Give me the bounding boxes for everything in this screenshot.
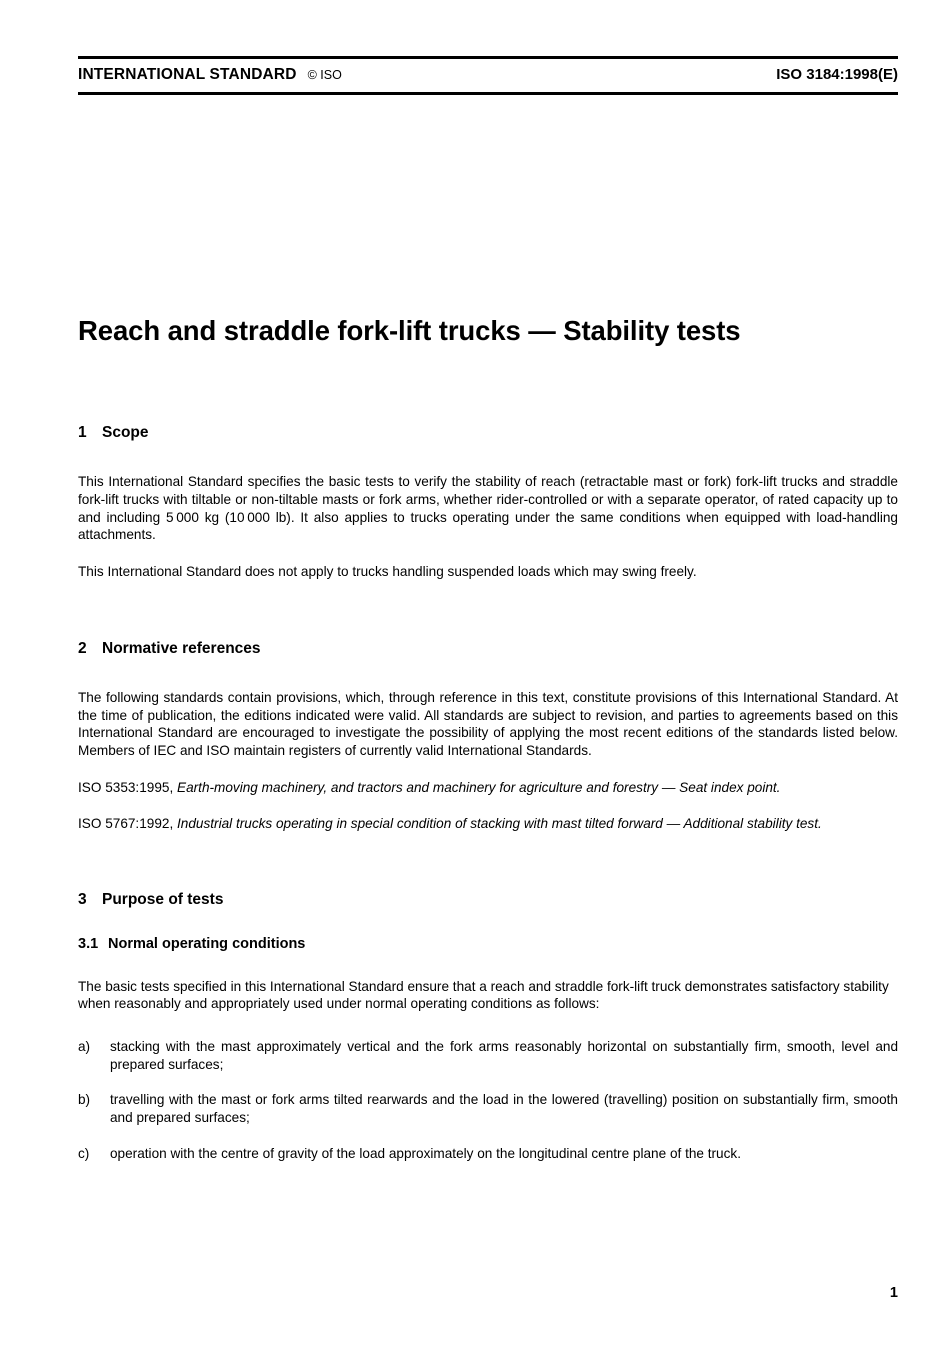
normal-operating-conditions-list	[78, 1038, 898, 1162]
list-item	[78, 1038, 898, 1073]
spacer	[78, 796, 898, 815]
spacer	[78, 658, 898, 689]
list-item-marker: c)	[78, 1145, 90, 1161]
subclause-paragraph-1: The basic tests specified in this International Standard ensure that a reach and straddle fork-lift truck demonstrates satisfactory stability when reasonably and appropriately used under normal operating conditions as follows:	[78, 978, 889, 1012]
clause-number-normative-references: 2	[78, 639, 87, 657]
spacer	[78, 760, 898, 779]
spacer	[78, 581, 898, 621]
normative-reference-entry-1	[78, 779, 898, 797]
header-standard-label: INTERNATIONAL STANDARD	[78, 66, 297, 83]
spacer	[78, 833, 898, 873]
header-row	[78, 59, 898, 92]
spacer	[78, 910, 898, 935]
clause-title-scope: Scope	[102, 424, 149, 441]
clause-title-purpose-of-tests: Purpose of tests	[102, 891, 224, 909]
header-rule-bottom	[78, 92, 898, 95]
page-number: 1	[889, 1285, 898, 1301]
spacer	[78, 1013, 898, 1038]
list-item-text: operation with the centre of gravity of the load approximately on the longitudinal centre plane of the truck.	[110, 1145, 741, 1161]
subclause-heading-normal-operating-conditions	[78, 935, 898, 953]
clause-heading-purpose-of-tests	[78, 890, 898, 909]
header-copyright: © ISO	[307, 68, 342, 82]
clause-number-scope: 1	[78, 424, 87, 441]
spacer	[78, 873, 898, 890]
subclause-number: 3.1	[78, 935, 99, 952]
spacer	[78, 544, 898, 563]
reference-designation-2: ISO 5767:1992,	[78, 816, 174, 832]
list-item-text: travelling with the mast or fork arms tilted rearwards and the load in the lowered (travelling) position on substantially firm, smooth and prepared surfaces;	[110, 1092, 898, 1125]
document-title: Reach and straddle fork-lift trucks — Stability tests	[78, 315, 741, 347]
clause-heading-scope	[78, 423, 898, 442]
spacer	[78, 442, 898, 473]
normative-references-paragraph-1: The following standards contain provisions, which, through reference in this text, constitute provisions of this International Standard. At the time of publication, the editions indicated were valid. All standards are subject to revision, and parties to agreements based on this International Standard are encouraged to investigate the possibility of applying the most recent editions of the standards listed below. Members of IEC and ISO maintain registers of currently valid International Standards.	[78, 690, 898, 759]
clause-number-purpose-of-tests: 3	[78, 891, 87, 909]
normative-reference-entry-2	[78, 815, 898, 833]
list-item-marker: b)	[78, 1092, 91, 1108]
reference-designation-1: ISO 5353:1995,	[78, 779, 174, 795]
clause-title-normative-references: Normative references	[102, 639, 261, 657]
header-standard-reference: ISO 3184:1998(E)	[776, 66, 898, 83]
spacer	[78, 621, 898, 639]
list-item-text: stacking with the mast approximately vertical and the fork arms reasonably horizontal on substantially firm, smooth, level and prepared surfaces;	[110, 1038, 898, 1072]
document-body	[78, 423, 898, 1162]
list-item	[78, 1145, 898, 1163]
list-item-marker: a)	[78, 1038, 91, 1054]
list-item	[78, 1091, 898, 1126]
clause-heading-normative-references	[78, 639, 898, 658]
subclause-title: Normal operating conditions	[108, 935, 306, 952]
scope-paragraph-2: This International Standard does not apply to trucks handling suspended loads which may swing freely.	[78, 564, 697, 580]
scope-paragraph-1: This International Standard specifies the basic tests to verify the stability of reach (retractable mast or fork) fork-lift trucks and straddle fork-lift trucks with tiltable or non-tiltable masts or fork arms, whether rider-controlled or with a separate operator, of rated capacity up to and including 5 000 kg (10 000 lb). It also applies to trucks operating under the same conditions when equipped with load-handling attachments.	[78, 474, 898, 543]
page-header	[78, 56, 898, 95]
spacer	[78, 953, 898, 978]
reference-title-2: Industrial trucks operating in special condition of stacking with mast tilted forward — Additional stability test.	[177, 816, 822, 832]
header-left-group	[78, 66, 342, 84]
reference-title-1: Earth-moving machinery, and tractors and machinery for agriculture and forestry — Seat index point.	[177, 779, 781, 795]
